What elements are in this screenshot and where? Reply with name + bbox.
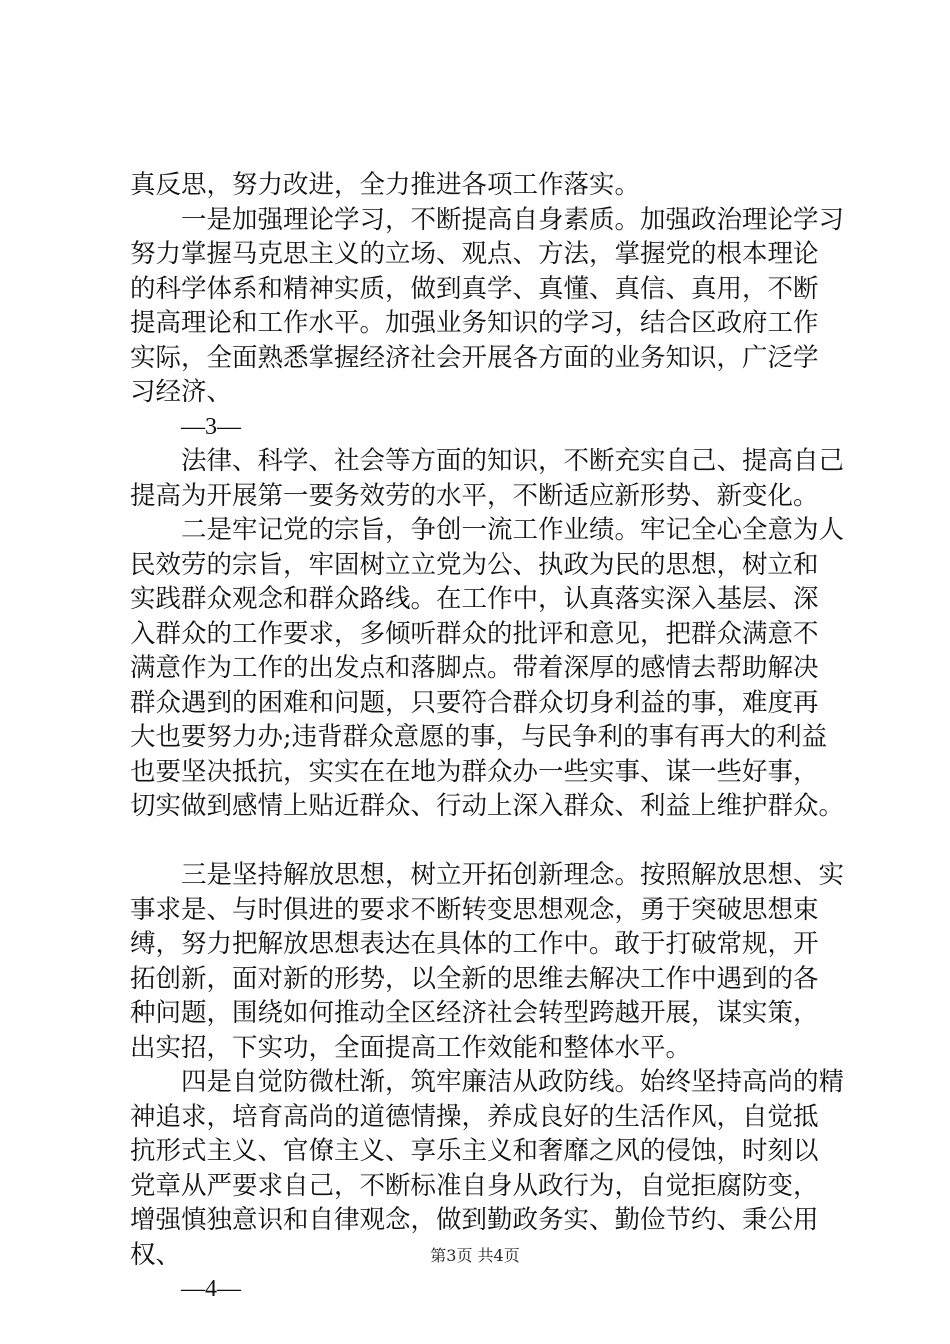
- paragraph-start-line: 一是加强理论学习，不断提高自身素质。加强政治理论学习: [181, 204, 845, 235]
- text-line: 神追求，培育高尚的道德情操，养成良好的生活作风，自觉抵: [130, 1101, 819, 1132]
- paragraph-start-line: 二是牢记党的宗旨，争创一流工作业绩。牢记全心全意为人: [181, 515, 845, 545]
- text-line: 实践群众观念和群众路线。在工作中，认真落实深入基层、深: [130, 584, 819, 614]
- paragraph-start-line: 三是坚持解放思想，树立开拓创新理念。按照解放思想、实: [181, 860, 845, 890]
- page-number-marker: —3—: [181, 413, 241, 440]
- text-line: 缚，努力把解放思想表达在具体的工作中。敢于打破常规，开: [130, 929, 819, 959]
- text-line: 群众遇到的困难和问题，只要符合群众切身利益的事，难度再: [130, 687, 819, 718]
- text-line: 拓创新，面对新的形势，以全新的思维去解决工作中遇到的各: [130, 963, 819, 994]
- text-line: 提高理论和工作水平。加强业务知识的学习，结合区政府工作: [130, 308, 819, 338]
- text-line: 党章从严要求自己，不断标准自身从政行为，自觉拒腐防变，: [130, 1170, 819, 1201]
- page-number-marker: —4—: [181, 1276, 241, 1302]
- text-line: 大也要努力办;违背群众意愿的事，与民争利的事有再大的利益: [130, 722, 828, 752]
- paragraph-start-line: 四是自觉防微杜渐，筑牢廉洁从政防线。始终坚持高尚的精: [181, 1067, 845, 1097]
- page-footer: 第3页 共4页: [430, 1246, 520, 1265]
- text-line: 民效劳的宗旨，牢固树立立党为公、执政为民的思想，树立和: [130, 549, 819, 580]
- text-line: 切实做到感情上贴近群众、行动上深入群众、利益上维护群众。: [130, 791, 845, 821]
- text-line: 入群众的工作要求，多倾听群众的批评和意见，把群众满意不: [130, 618, 819, 649]
- text-line: 实际，全面熟悉掌握经济社会开展各方面的业务知识，广泛学: [130, 342, 819, 373]
- text-line: 权、: [130, 1239, 182, 1270]
- text-line: 种问题，围绕如何推动全区经济社会转型跨越开展，谋实策，: [130, 998, 819, 1028]
- text-line: 真反思，努力改进，全力推进各项工作落实。: [130, 170, 641, 200]
- text-line: 抗形式主义、官僚主义、享乐主义和奢靡之风的侵蚀，时刻以: [130, 1136, 819, 1166]
- text-line: 增强慎独意识和自律观念，做到勤政务实、勤俭节约、秉公用: [130, 1205, 819, 1235]
- paragraph-start-line: 法律、科学、社会等方面的知识，不断充实自己、提高自己: [181, 446, 845, 476]
- document-body: [130, 168, 845, 1307]
- text-line: 努力掌握马克思主义的立场、观点、方法，掌握党的根本理论: [130, 239, 819, 269]
- text-line: 也要坚决抵抗，实实在在地为群众办一些实事、谋一些好事，: [130, 756, 819, 787]
- text-line: 事求是、与时俱进的要求不断转变思想观念，勇于突破思想束: [130, 894, 819, 925]
- text-line: 出实招，下实功，全面提高工作效能和整体水平。: [130, 1032, 692, 1063]
- text-line: 满意作为工作的出发点和落脚点。带着深厚的感情去帮助解决: [130, 653, 819, 683]
- paragraph-gap: [130, 824, 830, 859]
- text-line: 的科学体系和精神实质，做到真学、真懂、真信、真用，不断: [130, 273, 819, 304]
- text-line: 提高为开展第一要务效劳的水平，不断适应新形势、新变化。: [130, 480, 819, 511]
- text-line: 习经济、: [130, 377, 233, 407]
